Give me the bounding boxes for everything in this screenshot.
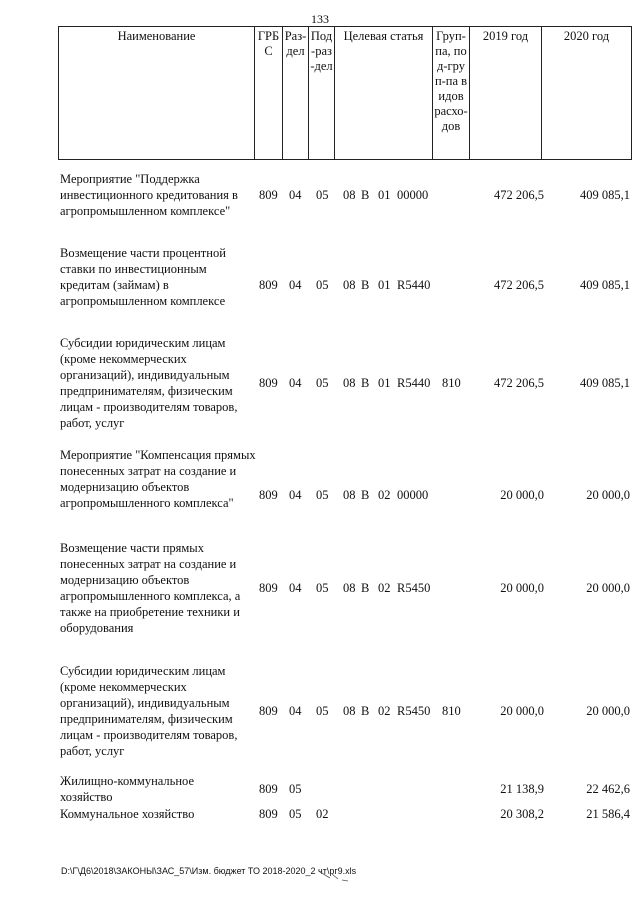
- table-header: [58, 26, 632, 160]
- row-2020: 20 000,0: [586, 704, 630, 718]
- row-cs-program: 08: [343, 376, 356, 390]
- row-razdel: 04: [289, 704, 302, 718]
- row-grbs: 809: [259, 782, 278, 796]
- row-grbs: 809: [259, 807, 278, 821]
- row-cs-subprogram: В: [361, 581, 370, 595]
- row-2019: 472 206,5: [494, 376, 544, 390]
- row-cs-event: 02: [378, 581, 391, 595]
- row-cs-subprogram: В: [361, 488, 370, 502]
- row-2019: 472 206,5: [494, 188, 544, 202]
- row-2020: 409 085,1: [580, 376, 630, 390]
- row-cs-program: 08: [343, 704, 356, 718]
- row-grbs: 809: [259, 488, 278, 502]
- row-cs-direction: R5440: [397, 376, 431, 390]
- row-2020: 21 586,4: [586, 807, 630, 821]
- row-cs-event: 02: [378, 488, 391, 502]
- row-cs-direction: R5450: [397, 581, 431, 595]
- row-podrazdel: 05: [316, 376, 329, 390]
- row-name: Возмещение части процентной ставки по инвестиционным кредитам (займам) в агропромышленном комплексе: [60, 246, 226, 308]
- row-cs-event: 01: [378, 376, 391, 390]
- row-name: Субсидии юридическим лицам (кроме некоммерческих организаций), индивидуальным предпринимателям, физическим лицам - производителям товаров, работ, услуг: [60, 336, 238, 430]
- row-name: Коммунальное хозяйство: [60, 807, 195, 821]
- row-razdel: 04: [289, 188, 302, 202]
- row-name: Жилищно-коммунальное хозяйство: [60, 774, 194, 804]
- row-grbs: 809: [259, 376, 278, 390]
- header-grbs: ГРБ С: [255, 27, 283, 160]
- row-2019: 20 000,0: [500, 704, 544, 718]
- page-number: 133: [311, 12, 329, 26]
- header-razdel: Раз-дел: [283, 27, 309, 160]
- row-razdel: 05: [289, 782, 302, 796]
- row-cs-subprogram: В: [361, 188, 370, 202]
- header-2019: 2019 год: [470, 27, 542, 160]
- header-name: Наименование: [59, 27, 255, 160]
- row-2020: 22 462,6: [586, 782, 630, 796]
- row-podrazdel: 05: [316, 704, 329, 718]
- header-2020: 2020 год: [542, 27, 632, 160]
- row-grbs: 809: [259, 278, 278, 292]
- row-2020: 20 000,0: [586, 581, 630, 595]
- row-podrazdel: 05: [316, 581, 329, 595]
- row-cs-direction: R5450: [397, 704, 431, 718]
- header-gruppa: Груп-па, под-груп-па видов расхо-дов: [433, 27, 470, 160]
- row-name: Возмещение части прямых понесенных затрат на создание и модернизацию объектов агропромышленного комплекса, а также на приобретение техники и оборудования: [60, 541, 241, 635]
- row-podrazdel: 02: [316, 807, 329, 821]
- row-grbs: 809: [259, 704, 278, 718]
- row-group: 810: [442, 704, 461, 718]
- row-group: 810: [442, 376, 461, 390]
- row-2019: 20 000,0: [500, 581, 544, 595]
- header-podrazdel: Под-раз-дел: [309, 27, 335, 160]
- row-cs-direction: R5440: [397, 278, 431, 292]
- row-2019: 20 308,2: [500, 807, 544, 821]
- row-podrazdel: 05: [316, 488, 329, 502]
- row-name: Мероприятие "Поддержка инвестиционного кредитования в агропромышленном комплексе": [60, 172, 238, 218]
- row-cs-program: 08: [343, 188, 356, 202]
- row-2020: 20 000,0: [586, 488, 630, 502]
- row-razdel: 05: [289, 807, 302, 821]
- row-podrazdel: 05: [316, 188, 329, 202]
- row-2019: 20 000,0: [500, 488, 544, 502]
- scan-mark: [318, 870, 358, 884]
- row-cs-direction: 00000: [397, 488, 429, 502]
- row-cs-event: 01: [378, 278, 391, 292]
- row-grbs: 809: [259, 188, 278, 202]
- row-podrazdel: 05: [316, 278, 329, 292]
- row-grbs: 809: [259, 581, 278, 595]
- row-cs-subprogram: В: [361, 278, 370, 292]
- row-name: Мероприятие "Компенсация прямых понесенных затрат на создание и модернизацию объектов агропромышленного комплекса": [60, 448, 256, 510]
- row-cs-program: 08: [343, 278, 356, 292]
- row-2020: 409 085,1: [580, 278, 630, 292]
- row-razdel: 04: [289, 278, 302, 292]
- row-cs-event: 02: [378, 704, 391, 718]
- row-razdel: 04: [289, 488, 302, 502]
- row-name: Субсидии юридическим лицам (кроме некоммерческих организаций), индивидуальным предпринимателям, физическим лицам - производителям товаров, работ, услуг: [60, 664, 238, 758]
- row-razdel: 04: [289, 376, 302, 390]
- row-cs-event: 01: [378, 188, 391, 202]
- row-2019: 472 206,5: [494, 278, 544, 292]
- file-path-footer: D:\Г\Д6\2018\ЗАКОНЫ\ЗАС_57\Изм. бюджет ТО 2018-2020_2 чт\рг9.xls: [61, 866, 357, 876]
- row-2019: 21 138,9: [500, 782, 544, 796]
- header-celevaya: Целевая статья: [335, 27, 433, 160]
- row-cs-subprogram: В: [361, 376, 370, 390]
- row-razdel: 04: [289, 581, 302, 595]
- row-cs-program: 08: [343, 581, 356, 595]
- row-2020: 409 085,1: [580, 188, 630, 202]
- row-cs-program: 08: [343, 488, 356, 502]
- row-cs-direction: 00000: [397, 188, 429, 202]
- row-cs-subprogram: В: [361, 704, 370, 718]
